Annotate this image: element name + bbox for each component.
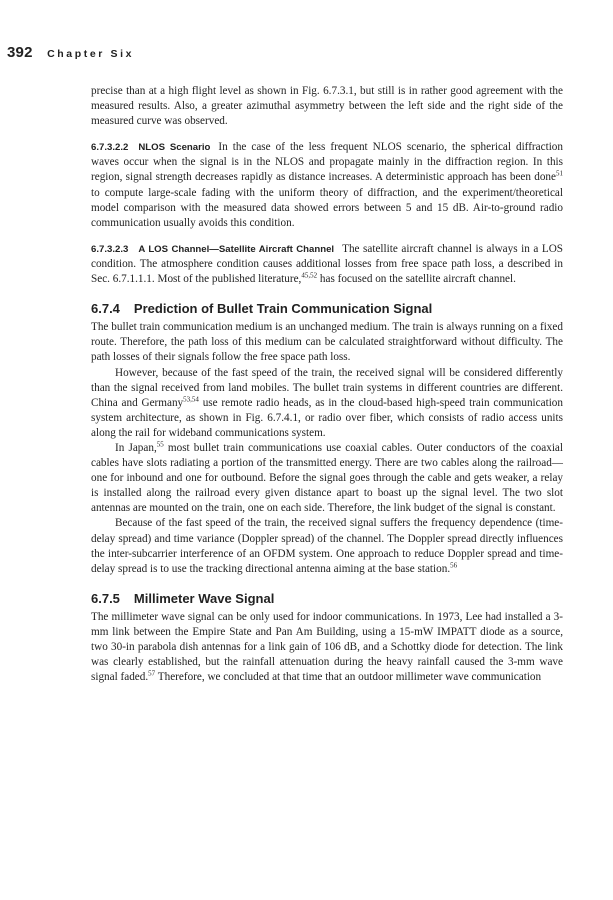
body-text: The satellite aircraft channel is always in a LOS condition. The atmosphere condition causes additional losses from free space path loss, a described in Sec. 6.7.1.1.1. Most of the published literature,: [91, 242, 563, 286]
body-text: use remote radio heads, as in the cloud-based high-speed train communication system architecture, as shown in Fig. 6.7.4.1, or radio over fiber, which consists of radio access units along the rail for wideband communications system.: [91, 396, 563, 439]
subsection-nlos-scenario: [91, 140, 563, 231]
reference-marker: 51: [556, 169, 563, 178]
reference-marker: 55: [156, 440, 164, 449]
body-text: Therefore, we concluded at that time that an outdoor millimeter wave communication: [155, 671, 542, 684]
paragraph: [91, 516, 563, 576]
page-number: 392: [7, 44, 33, 61]
body-text: most bullet train communications use coaxial cables. Outer conductors of the coaxial cables have slots radiating a portion of the transmitted energy. There are two cables along the railroad—one for inbound and one for outbound. Before the signal goes through the cable and gets weaker, a relay is installed along the railroad every given distance apart to boast up the signal level. The two slot antennas are mounted on the train, one on each side. Therefore, the link budget of the signal is constant.: [91, 441, 564, 515]
subsection-number: 6.7.3.2.2: [91, 142, 129, 154]
intro-paragraph: precise than at a high flight level as shown in Fig. 6.7.3.1, but still is in rather good agreement with the measured results. Also, a greater azimuthal asymmetry between the left side and the right side of the measured curve was observed.: [91, 85, 563, 128]
body-text: However, because of the fast speed of the train, the received signal will be considered differently than the signal received from land mobiles. The bullet train systems in different countries are different. China and Germany: [91, 366, 563, 409]
subsection-heading: [91, 142, 210, 153]
section-heading-bullet-train: [91, 301, 563, 316]
body-text: Because of the fast speed of the train, the received signal suffers the frequency dependence (time-delay spread) and time variance (Doppler spread) of the channel. The Doppler spread directly influences the inter-subcarrier interference of an OFDM system. One approach to reduce Doppler spread and time-delay spread is to use the tracking directional antenna aiming at the base station.: [91, 517, 563, 575]
body-text: In Japan,: [115, 441, 157, 454]
page-body: [91, 84, 563, 685]
section-number: 6.7.4: [91, 301, 120, 317]
body-text: has focused on the satellite aircraft channel.: [317, 273, 516, 286]
reference-marker: 45,52: [301, 271, 318, 280]
section-title: Millimeter Wave Signal: [133, 590, 275, 606]
subsection-number: 6.7.3.2.3: [91, 243, 129, 255]
paragraph: [91, 366, 563, 441]
paragraph: The bullet train communication medium is an unchanged medium. The train is always running on a fixed route. Therefore, the path loss of this medium can be calculated straightforward without difficulty. The path losses of their signals follow the free space path loss.: [91, 321, 563, 364]
subsection-heading: [91, 244, 334, 255]
subsection-title: NLOS Scenario: [138, 142, 211, 154]
reference-marker: 53,54: [183, 394, 199, 403]
chapter-label: Chapter Six: [47, 48, 135, 60]
running-head: [7, 44, 134, 62]
section-title: Prediction of Bullet Train Communication Signal: [133, 301, 433, 317]
body-text: In the case of the less frequent NLOS scenario, the spherical diffraction waves occur when the signal is in the NLOS and propagate mainly in the diffraction region. In this region, signal strength decreases rapidly as distance increases. A deterministic approach has been done: [91, 141, 563, 184]
section-number: 6.7.5: [91, 590, 120, 606]
reference-marker: 56: [450, 560, 458, 569]
section-heading-millimeter-wave: [91, 591, 563, 606]
paragraph: [91, 610, 563, 685]
body-text: The millimeter wave signal can be only used for indoor communications. In 1973, Lee had installed a 3-mm link between the Empire State and Pan Am Building, using a 15-mW IMPATT diode as a source, two 30-in parabola dish antennas for a link gain of 106 dB, and a Schottky diode for detection. The link was clearly established, but the rainfall attenuation during the heavy rainfall caused the 3-mm wave signal faded.: [91, 610, 563, 684]
body-text: to compute large-scale fading with the uniform theory of diffraction, and the experiment/theoretical model comparison with the measured data showed errors between 5 and 15 dB. Air-to-ground radio communication usually avoids this condition.: [91, 186, 563, 229]
subsection-title: A LOS Channel—Satellite Aircraft Channel: [138, 243, 335, 255]
subsection-los-channel: [91, 242, 563, 287]
paragraph: [91, 441, 563, 516]
reference-marker: 57: [148, 669, 156, 678]
